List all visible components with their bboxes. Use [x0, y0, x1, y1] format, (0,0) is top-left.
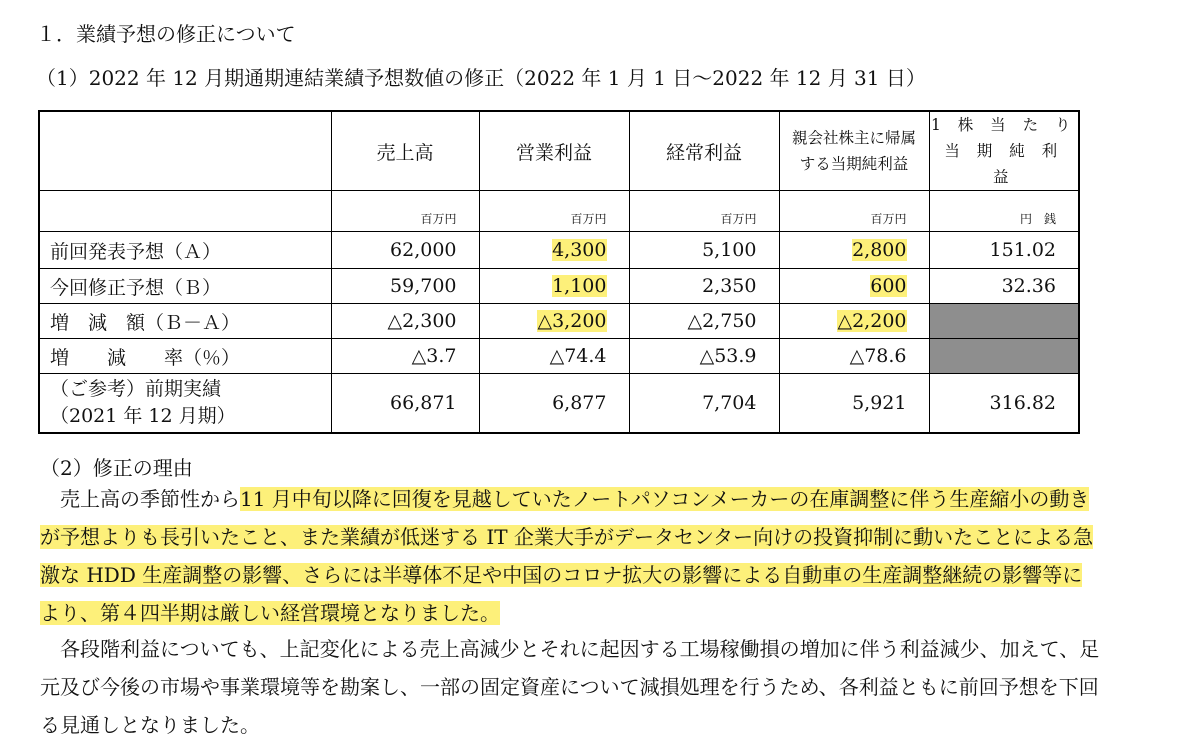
cell-ordinary: △2,750: [629, 304, 779, 339]
table-row: [39, 339, 1079, 374]
header-ordinary-income: 経常利益: [629, 111, 779, 191]
cell-sales: △3.7: [331, 339, 479, 374]
forecast-table: [38, 110, 1080, 434]
cell-eps-blank: [929, 304, 1079, 339]
reason-heading: （2）修正の理由: [40, 456, 193, 480]
header-blank-cell: [39, 111, 331, 191]
cell-eps: 151.02: [929, 232, 1079, 269]
row-label: 前回発表予想（Ａ）: [39, 232, 331, 269]
header-net-income: [779, 111, 929, 191]
highlighted-value: 600: [870, 275, 907, 297]
table-row: [39, 269, 1079, 304]
row-label: 増 減 率（％）: [39, 339, 331, 374]
cell-eps: 316.82: [929, 374, 1079, 434]
cell-sales: 59,700: [331, 269, 479, 304]
cell-operating: [479, 269, 629, 304]
row-label-line2: （2021 年 12 月期）: [50, 405, 236, 427]
table-caption: （1）2022 年 12 月期通期連結業績予想数値の修正（2022 年 1 月 1 日～2022 年 12 月 31 日）: [36, 66, 926, 90]
reason-highlight: 11 月中旬以降に回復を見越していたノートパソコンメーカーの在庫調整に伴う生産縮小の動きが予想よりも長引いたこと、また業績が低迷する IT 企業大手がデータセンター向けの投資抑制に動いたことによる急激な HDD 生産調整の影響、さらには半導体不足や中国のコロナ拡大の影響による自動車の生産調整継続の影響等により、第４四半期は厳しい経営環境となりました。: [40, 487, 1094, 625]
cell-sales: △2,300: [331, 304, 479, 339]
table-unit-row: [39, 191, 1079, 232]
header-net-income-line2: する当期純利益: [799, 155, 909, 173]
cell-sales: 62,000: [331, 232, 479, 269]
row-label: 今回修正予想（Ｂ）: [39, 269, 331, 304]
header-net-income-line1: 親会社株主に帰属: [791, 129, 916, 147]
unit-sales: 百万円: [331, 191, 479, 232]
reason-lead: 売上高の季節性から: [40, 487, 240, 511]
table-header-row: [39, 111, 1079, 191]
reason-paragraph-1: [40, 480, 1100, 632]
cell-eps-blank: [929, 339, 1079, 374]
cell-net: 5,921: [779, 374, 929, 434]
cell-ordinary: 2,350: [629, 269, 779, 304]
cell-operating: [479, 304, 629, 339]
row-label: 増 減 額（Ｂ－Ａ）: [39, 304, 331, 339]
cell-operating: 6,877: [479, 374, 629, 434]
cell-sales: 66,871: [331, 374, 479, 434]
unit-blank-cell: [39, 191, 331, 232]
highlighted-value: △2,200: [837, 310, 907, 332]
header-eps-line1: 1 株 当 た り: [930, 116, 1077, 134]
table-row: [39, 374, 1079, 434]
cell-ordinary: 5,100: [629, 232, 779, 269]
cell-eps: 32.36: [929, 269, 1079, 304]
cell-net: [779, 304, 929, 339]
reason-paragraph-2: 各段階利益についても、上記変化による売上高減少とそれに起因する工場稼働損の増加に伴う利益減少、加えて、足元及び今後の市場や事業環境等を勘案し、一部の固定資産について減損処理を行うため、各利益ともに前回予想を下回る見通しとなりました。: [40, 637, 1100, 737]
highlighted-value: 1,100: [552, 275, 607, 297]
row-label: [39, 374, 331, 434]
highlighted-value: 4,300: [552, 239, 607, 261]
section-heading: １．業績予想の修正について: [36, 22, 296, 46]
unit-net: 百万円: [779, 191, 929, 232]
unit-eps: 円 銭: [929, 191, 1079, 232]
unit-ordinary: 百万円: [629, 191, 779, 232]
highlighted-value: △3,200: [537, 310, 607, 332]
header-eps-line2: 当 期 純 利 益: [944, 142, 1064, 186]
table-row: [39, 232, 1079, 269]
cell-net: [779, 232, 929, 269]
header-eps: [929, 111, 1079, 191]
cell-operating: △74.4: [479, 339, 629, 374]
cell-ordinary: △53.9: [629, 339, 779, 374]
table-row: [39, 304, 1079, 339]
cell-net: △78.6: [779, 339, 929, 374]
cell-operating: [479, 232, 629, 269]
header-operating-income: 営業利益: [479, 111, 629, 191]
highlighted-value: 2,800: [852, 239, 907, 261]
cell-net: [779, 269, 929, 304]
unit-operating: 百万円: [479, 191, 629, 232]
header-sales: 売上高: [331, 111, 479, 191]
cell-ordinary: 7,704: [629, 374, 779, 434]
row-label-line1: （ご参考）前期実績: [50, 378, 222, 400]
